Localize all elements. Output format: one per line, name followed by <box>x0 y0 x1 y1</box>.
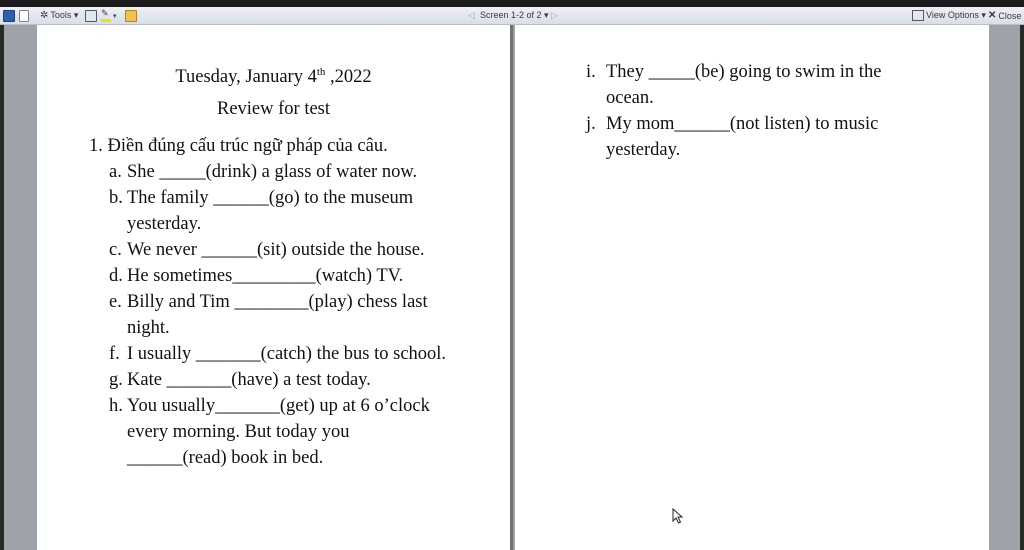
list-item-e-cont: night. <box>127 318 170 338</box>
view-options-label: View Options ▾ <box>926 10 986 20</box>
research-button[interactable] <box>85 9 97 22</box>
folder-button[interactable] <box>125 9 137 22</box>
next-screen-icon: ▷ <box>551 10 558 20</box>
prev-screen-button[interactable] <box>468 9 475 22</box>
list-item-e: Billy and Tim ________(play) chess last <box>127 292 428 312</box>
page-2 <box>515 25 989 550</box>
research-icon <box>85 10 97 22</box>
save-icon <box>3 10 15 22</box>
tools-menu[interactable] <box>40 9 78 22</box>
tools-label: Tools ▾ <box>50 10 79 20</box>
list-item-i-cont: ocean. <box>606 88 654 108</box>
highlighter-dropdown-icon[interactable]: ▾ <box>113 12 117 20</box>
highlighter-icon: ✎ <box>101 9 111 22</box>
close-button[interactable] <box>988 9 1021 22</box>
list-item-c: We never ______(sit) outside the house. <box>127 240 425 260</box>
list-marker-g: g. <box>109 370 123 390</box>
list-item-h: You usually_______(get) up at 6 o’clock <box>127 396 430 416</box>
view-options-icon <box>912 10 924 21</box>
list-item-h-cont-1: every morning. But today you <box>127 422 350 442</box>
list-item-b-cont: yesterday. <box>127 214 202 234</box>
date-text: Tuesday, January 4 <box>175 67 317 88</box>
list-item-a: She _____(drink) a glass of water now. <box>127 162 418 182</box>
list-item-d: He sometimes_________(watch) TV. <box>127 266 404 286</box>
viewer-left-edge <box>0 25 4 550</box>
list-item-b: The family ______(go) to the museum <box>127 188 414 208</box>
next-screen-button[interactable] <box>551 9 558 22</box>
section-heading: 1. Điền đúng cấu trúc ngữ pháp của câu. <box>89 136 388 156</box>
list-item-i: They _____(be) going to swim in the <box>606 62 882 82</box>
date-year: ,2022 <box>325 67 372 88</box>
list-marker-i: i. <box>586 62 596 82</box>
list-marker-j: j. <box>586 114 596 134</box>
date-heading <box>37 61 510 88</box>
list-item-f: I usually _______(catch) the bus to school. <box>127 344 447 364</box>
list-item-j: My mom______(not listen) to music <box>606 114 879 134</box>
close-icon: ✕ <box>988 10 997 21</box>
prev-screen-icon: ◁ <box>468 10 475 20</box>
viewer-right-edge <box>1020 25 1024 550</box>
page-icon <box>19 10 29 22</box>
list-marker-b: b. <box>109 188 123 208</box>
document-viewer[interactable] <box>0 25 1024 550</box>
reading-toolbar <box>0 7 1024 25</box>
tools-icon: ✲ <box>40 10 49 21</box>
page-button[interactable] <box>19 9 29 22</box>
date-superscript: th <box>316 66 326 78</box>
list-marker-f: f. <box>109 344 120 364</box>
close-label: Close <box>998 10 1022 21</box>
page-subtitle: Review for test <box>216 99 331 119</box>
list-marker-c: c. <box>109 240 122 260</box>
folder-icon <box>125 10 137 22</box>
list-item-h-cont-2: ______(read) book in bed. <box>127 448 324 468</box>
screen-label: Screen 1-2 of 2 ▾ <box>480 10 549 20</box>
list-marker-a: a. <box>109 162 122 182</box>
list-marker-h: h. <box>109 396 123 416</box>
highlighter-button[interactable] <box>101 9 117 22</box>
page-1 <box>37 25 513 550</box>
screen-selector[interactable] <box>480 9 549 22</box>
list-item-g: Kate _______(have) a test today. <box>127 370 371 390</box>
save-button[interactable] <box>3 9 15 22</box>
window-top-bar <box>0 0 1024 7</box>
list-marker-e: e. <box>109 292 122 312</box>
list-marker-d: d. <box>109 266 123 286</box>
view-options-menu[interactable] <box>912 9 986 22</box>
list-item-j-cont: yesterday. <box>606 140 681 160</box>
